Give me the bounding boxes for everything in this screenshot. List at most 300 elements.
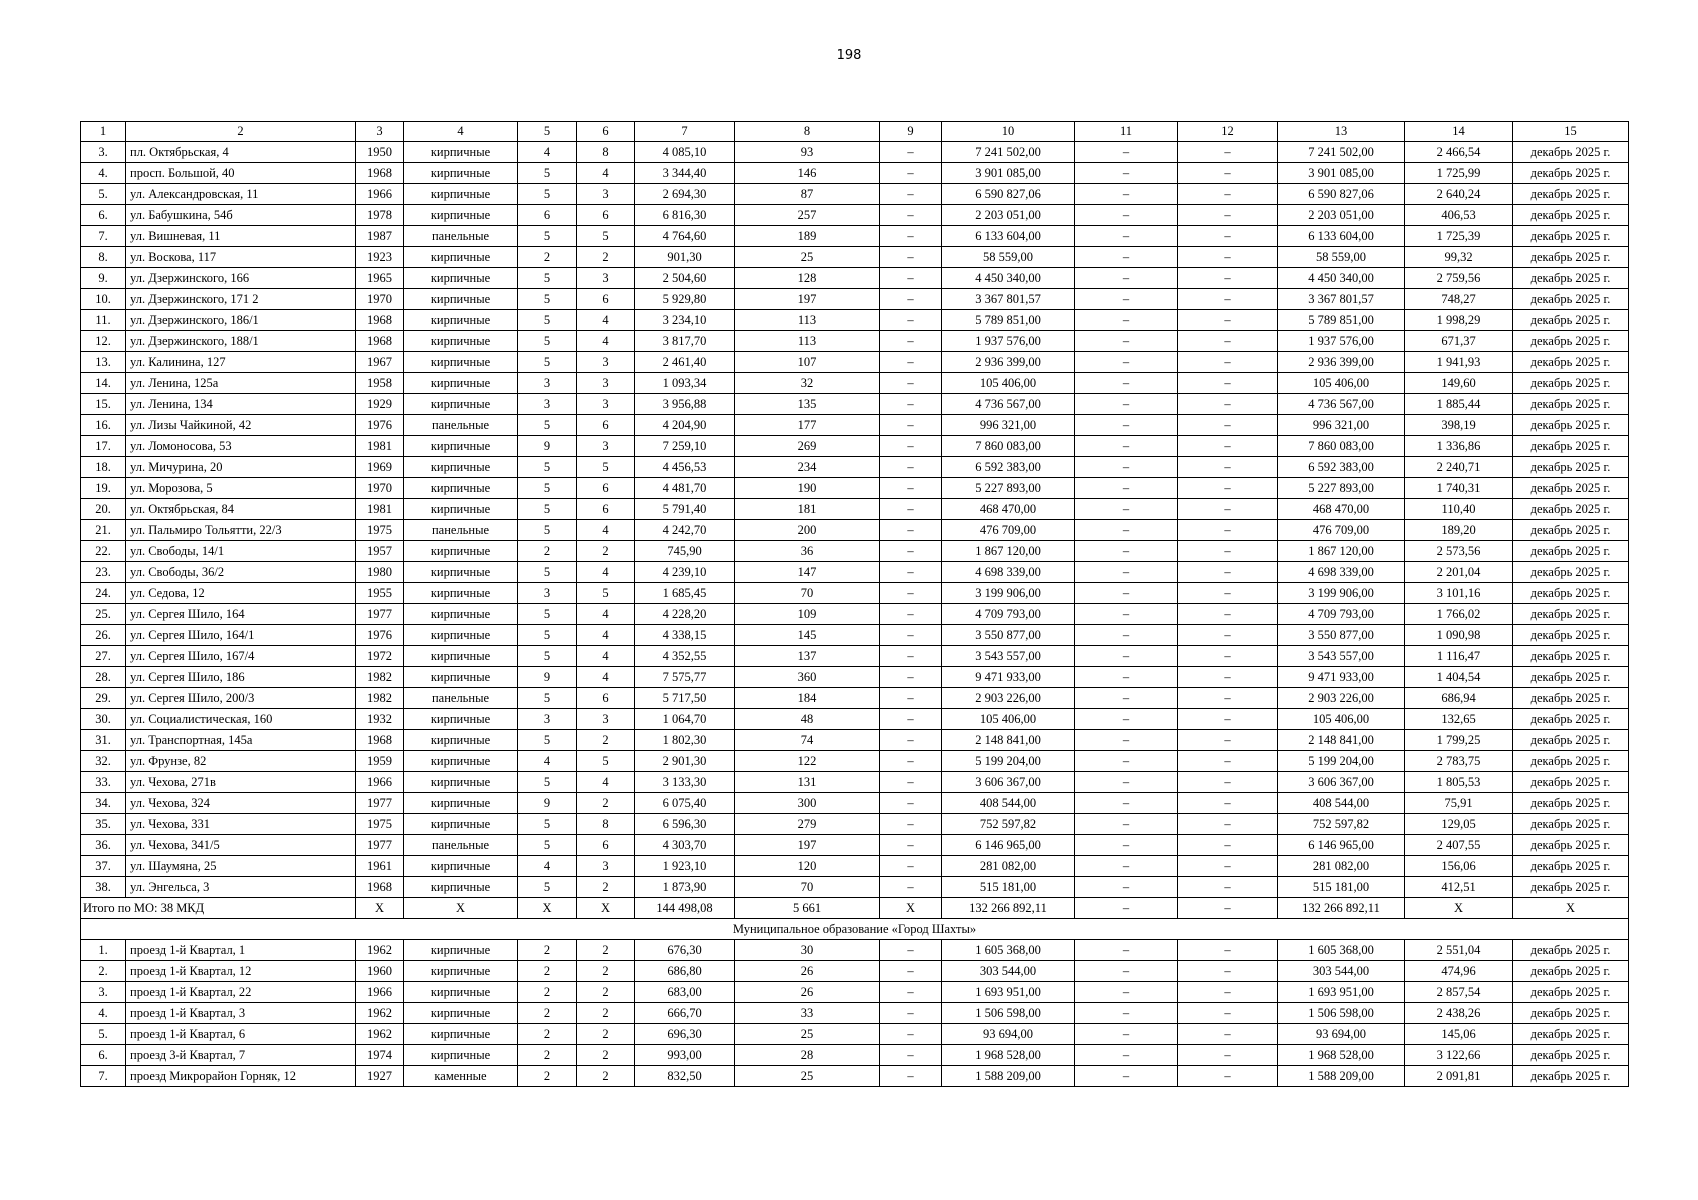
table-cell: 2 bbox=[577, 940, 635, 961]
table-cell: 75,91 bbox=[1405, 793, 1513, 814]
table-cell: каменные bbox=[404, 1066, 518, 1087]
table-cell: 6. bbox=[81, 205, 126, 226]
table-cell: 6 bbox=[577, 415, 635, 436]
table-cell: 5 227 893,00 bbox=[942, 478, 1075, 499]
address-cell: ул. Сергея Шило, 167/4 bbox=[126, 646, 356, 667]
table-cell: – bbox=[880, 163, 942, 184]
table-cell: – bbox=[1178, 520, 1278, 541]
table-cell: 2 bbox=[518, 1003, 577, 1024]
table-cell: 1 867 120,00 bbox=[942, 541, 1075, 562]
table-cell: 474,96 bbox=[1405, 961, 1513, 982]
table-cell: – bbox=[1178, 793, 1278, 814]
table-cell: – bbox=[880, 541, 942, 562]
address-cell: ул. Октябрьская, 84 bbox=[126, 499, 356, 520]
table-cell: 5 bbox=[518, 352, 577, 373]
table-cell: декабрь 2025 г. bbox=[1513, 646, 1629, 667]
table-cell: 28 bbox=[735, 1045, 880, 1066]
table-cell: 3 bbox=[518, 373, 577, 394]
table-cell: 2 091,81 bbox=[1405, 1066, 1513, 1087]
table-cell: кирпичные bbox=[404, 541, 518, 562]
table-cell: 2 783,75 bbox=[1405, 751, 1513, 772]
table-cell: 21. bbox=[81, 520, 126, 541]
table-cell: – bbox=[880, 982, 942, 1003]
table-cell: 2 bbox=[577, 1066, 635, 1087]
table-cell: – bbox=[1178, 814, 1278, 835]
table-cell: 8 bbox=[577, 142, 635, 163]
table-cell: 2 bbox=[577, 247, 635, 268]
table-cell: 4 764,60 bbox=[635, 226, 735, 247]
table-cell: – bbox=[1075, 562, 1178, 583]
table-cell: – bbox=[880, 394, 942, 415]
table-cell: 19. bbox=[81, 478, 126, 499]
table-cell: 748,27 bbox=[1405, 289, 1513, 310]
table-cell: 1966 bbox=[356, 982, 404, 1003]
table-cell: 303 544,00 bbox=[1278, 961, 1405, 982]
table-row bbox=[81, 205, 1629, 226]
table-cell: – bbox=[1075, 457, 1178, 478]
table-cell: – bbox=[1075, 247, 1178, 268]
table-cell: кирпичные bbox=[404, 331, 518, 352]
table-cell: 3 606 367,00 bbox=[942, 772, 1075, 793]
address-cell: ул. Чехова, 341/5 bbox=[126, 835, 356, 856]
table-cell: 1 090,98 bbox=[1405, 625, 1513, 646]
table-cell: 5 bbox=[577, 226, 635, 247]
table-cell: 832,50 bbox=[635, 1066, 735, 1087]
column-header: 8 bbox=[735, 122, 880, 142]
table-cell: 6 592 383,00 bbox=[1278, 457, 1405, 478]
table-cell: декабрь 2025 г. bbox=[1513, 436, 1629, 457]
table-cell: 37. bbox=[81, 856, 126, 877]
table-cell: – bbox=[1178, 268, 1278, 289]
table-cell: 32 bbox=[735, 373, 880, 394]
table-cell: 3 367 801,57 bbox=[942, 289, 1075, 310]
table-cell: 1965 bbox=[356, 268, 404, 289]
table-cell: – bbox=[1075, 982, 1178, 1003]
table-cell: 2 461,40 bbox=[635, 352, 735, 373]
total-cell: 144 498,08 bbox=[635, 898, 735, 919]
table-cell: 5 717,50 bbox=[635, 688, 735, 709]
table-cell: 99,32 bbox=[1405, 247, 1513, 268]
table-cell: кирпичные bbox=[404, 751, 518, 772]
table-cell: декабрь 2025 г. bbox=[1513, 184, 1629, 205]
table-cell: – bbox=[1178, 961, 1278, 982]
table-cell: 2 148 841,00 bbox=[1278, 730, 1405, 751]
table-cell: – bbox=[1178, 1003, 1278, 1024]
table-cell: 105 406,00 bbox=[942, 709, 1075, 730]
table-cell: 996 321,00 bbox=[1278, 415, 1405, 436]
table-cell: – bbox=[1178, 205, 1278, 226]
table-cell: 3 817,70 bbox=[635, 331, 735, 352]
table-cell: декабрь 2025 г. bbox=[1513, 1024, 1629, 1045]
table-cell: 996 321,00 bbox=[942, 415, 1075, 436]
table-cell: 1962 bbox=[356, 1003, 404, 1024]
table-cell: 4. bbox=[81, 1003, 126, 1024]
table-cell: 181 bbox=[735, 499, 880, 520]
table-cell: – bbox=[880, 352, 942, 373]
table-cell: 6 bbox=[518, 205, 577, 226]
table-cell: 408 544,00 bbox=[1278, 793, 1405, 814]
table-cell: – bbox=[1178, 499, 1278, 520]
table-cell: – bbox=[880, 1045, 942, 1066]
address-cell: ул. Сергея Шило, 164 bbox=[126, 604, 356, 625]
table-cell: – bbox=[1075, 289, 1178, 310]
table-row bbox=[81, 415, 1629, 436]
table-cell: 2 694,30 bbox=[635, 184, 735, 205]
table-cell: 11. bbox=[81, 310, 126, 331]
table-cell: 4 736 567,00 bbox=[1278, 394, 1405, 415]
address-cell: ул. Сергея Шило, 200/3 bbox=[126, 688, 356, 709]
section-row bbox=[81, 919, 1629, 940]
table-cell: 2 857,54 bbox=[1405, 982, 1513, 1003]
table-cell: – bbox=[1075, 499, 1178, 520]
table-cell: 5 227 893,00 bbox=[1278, 478, 1405, 499]
table-row bbox=[81, 163, 1629, 184]
table-cell: – bbox=[880, 1024, 942, 1045]
table-cell: 3 bbox=[577, 184, 635, 205]
table-cell: декабрь 2025 г. bbox=[1513, 856, 1629, 877]
table-row bbox=[81, 583, 1629, 604]
table-cell: – bbox=[1178, 877, 1278, 898]
table-row bbox=[81, 772, 1629, 793]
table-cell: 1927 bbox=[356, 1066, 404, 1087]
table-cell: 5 bbox=[518, 520, 577, 541]
table-cell: 3 550 877,00 bbox=[1278, 625, 1405, 646]
table-cell: 1 885,44 bbox=[1405, 394, 1513, 415]
address-cell: проезд Микрорайон Горняк, 12 bbox=[126, 1066, 356, 1087]
table-cell: 6 816,30 bbox=[635, 205, 735, 226]
table-cell: 3 543 557,00 bbox=[1278, 646, 1405, 667]
table-cell: 1 799,25 bbox=[1405, 730, 1513, 751]
table-cell: 2 bbox=[577, 1024, 635, 1045]
total-cell: 5 661 bbox=[735, 898, 880, 919]
table-cell: кирпичные bbox=[404, 184, 518, 205]
table-cell: – bbox=[1075, 478, 1178, 499]
table-cell: – bbox=[880, 562, 942, 583]
address-cell: ул. Сергея Шило, 186 bbox=[126, 667, 356, 688]
table-cell: кирпичные bbox=[404, 625, 518, 646]
table-cell: – bbox=[1075, 352, 1178, 373]
table-cell: 197 bbox=[735, 289, 880, 310]
table-cell: 30 bbox=[735, 940, 880, 961]
table-cell: 666,70 bbox=[635, 1003, 735, 1024]
table-cell: 4 bbox=[577, 520, 635, 541]
table-cell: 1929 bbox=[356, 394, 404, 415]
table-cell: 4 709 793,00 bbox=[942, 604, 1075, 625]
table-cell: 6. bbox=[81, 1045, 126, 1066]
table-cell: 468 470,00 bbox=[942, 499, 1075, 520]
table-cell: 2 148 841,00 bbox=[942, 730, 1075, 751]
table-cell: 1 725,99 bbox=[1405, 163, 1513, 184]
table-cell: – bbox=[880, 457, 942, 478]
table-cell: кирпичные bbox=[404, 982, 518, 1003]
address-cell: ул. Калинина, 127 bbox=[126, 352, 356, 373]
table-cell: 1 506 598,00 bbox=[942, 1003, 1075, 1024]
table-cell: 5 bbox=[518, 415, 577, 436]
table-cell: 4 bbox=[518, 142, 577, 163]
table-cell: 1978 bbox=[356, 205, 404, 226]
table-row bbox=[81, 436, 1629, 457]
table-cell: 190 bbox=[735, 478, 880, 499]
table-cell: – bbox=[1178, 646, 1278, 667]
table-cell: 93 694,00 bbox=[1278, 1024, 1405, 1045]
table-cell: 4 bbox=[577, 604, 635, 625]
table-cell: 300 bbox=[735, 793, 880, 814]
table-cell: – bbox=[880, 226, 942, 247]
address-cell: просп. Большой, 40 bbox=[126, 163, 356, 184]
table-cell: 4 228,20 bbox=[635, 604, 735, 625]
table-cell: 1982 bbox=[356, 688, 404, 709]
table-cell: 1977 bbox=[356, 835, 404, 856]
table-cell: декабрь 2025 г. bbox=[1513, 688, 1629, 709]
table-cell: – bbox=[1178, 709, 1278, 730]
table-cell: 1 693 951,00 bbox=[1278, 982, 1405, 1003]
table-row bbox=[81, 730, 1629, 751]
table-cell: – bbox=[880, 436, 942, 457]
table-cell: – bbox=[880, 415, 942, 436]
table-cell: кирпичные bbox=[404, 394, 518, 415]
table-row bbox=[81, 373, 1629, 394]
table-cell: 1972 bbox=[356, 646, 404, 667]
address-cell: проезд 1-й Квартал, 22 bbox=[126, 982, 356, 1003]
table-cell: 70 bbox=[735, 877, 880, 898]
table-row bbox=[81, 226, 1629, 247]
table-cell: – bbox=[880, 499, 942, 520]
table-cell: 1923 bbox=[356, 247, 404, 268]
table-cell: 1987 bbox=[356, 226, 404, 247]
total-cell: X bbox=[356, 898, 404, 919]
table-cell: 87 bbox=[735, 184, 880, 205]
table-cell: 1980 bbox=[356, 562, 404, 583]
table-row bbox=[81, 814, 1629, 835]
table-cell: 2 bbox=[518, 541, 577, 562]
table-cell: 4 bbox=[577, 163, 635, 184]
table-cell: 2 901,30 bbox=[635, 751, 735, 772]
table-cell: 1968 bbox=[356, 163, 404, 184]
table-cell: 93 bbox=[735, 142, 880, 163]
table-cell: – bbox=[880, 247, 942, 268]
table-cell: 683,00 bbox=[635, 982, 735, 1003]
table-cell: 5. bbox=[81, 1024, 126, 1045]
table-cell: кирпичные bbox=[404, 289, 518, 310]
table-cell: 6 bbox=[577, 205, 635, 226]
table-row bbox=[81, 688, 1629, 709]
total-cell: X bbox=[1405, 898, 1513, 919]
table-cell: – bbox=[1075, 751, 1178, 772]
address-cell: проезд 1-й Квартал, 12 bbox=[126, 961, 356, 982]
table-row bbox=[81, 142, 1629, 163]
table-cell: – bbox=[880, 1003, 942, 1024]
table-cell: 5 bbox=[577, 457, 635, 478]
table-cell: 1 506 598,00 bbox=[1278, 1003, 1405, 1024]
table-cell: 12. bbox=[81, 331, 126, 352]
table-cell: 5. bbox=[81, 184, 126, 205]
table-cell: 412,51 bbox=[1405, 877, 1513, 898]
table-cell: кирпичные bbox=[404, 961, 518, 982]
table-cell: декабрь 2025 г. bbox=[1513, 877, 1629, 898]
table-row bbox=[81, 352, 1629, 373]
table-row bbox=[81, 940, 1629, 961]
column-header: 6 bbox=[577, 122, 635, 142]
address-cell: ул. Шаумяна, 25 bbox=[126, 856, 356, 877]
column-header: 11 bbox=[1075, 122, 1178, 142]
table-cell: 696,30 bbox=[635, 1024, 735, 1045]
table-row bbox=[81, 289, 1629, 310]
table-cell: – bbox=[1178, 415, 1278, 436]
column-header: 13 bbox=[1278, 122, 1405, 142]
column-header: 4 bbox=[404, 122, 518, 142]
table-cell: 1 693 951,00 bbox=[942, 982, 1075, 1003]
table-cell: 6 bbox=[577, 478, 635, 499]
column-header: 12 bbox=[1178, 122, 1278, 142]
table-cell: кирпичные bbox=[404, 247, 518, 268]
table-cell: 129,05 bbox=[1405, 814, 1513, 835]
table-cell: – bbox=[1178, 310, 1278, 331]
table-cell: 2 240,71 bbox=[1405, 457, 1513, 478]
table-cell: 8. bbox=[81, 247, 126, 268]
table-cell: 32. bbox=[81, 751, 126, 772]
table-cell: 3 bbox=[577, 709, 635, 730]
table-cell: – bbox=[1178, 457, 1278, 478]
table-cell: 26 bbox=[735, 961, 880, 982]
table-cell: 1982 bbox=[356, 667, 404, 688]
table-cell: декабрь 2025 г. bbox=[1513, 541, 1629, 562]
table-cell: 6 bbox=[577, 835, 635, 856]
table-cell: 3 bbox=[577, 268, 635, 289]
table-cell: – bbox=[1178, 835, 1278, 856]
table-cell: кирпичные bbox=[404, 730, 518, 751]
table-cell: декабрь 2025 г. bbox=[1513, 478, 1629, 499]
table-cell: – bbox=[1075, 835, 1178, 856]
table-cell: кирпичные bbox=[404, 436, 518, 457]
table-cell: 1962 bbox=[356, 940, 404, 961]
table-cell: 1 805,53 bbox=[1405, 772, 1513, 793]
table-cell: 48 bbox=[735, 709, 880, 730]
table-cell: – bbox=[880, 646, 942, 667]
table-row bbox=[81, 310, 1629, 331]
table-cell: 70 bbox=[735, 583, 880, 604]
table-cell: 2 203 051,00 bbox=[942, 205, 1075, 226]
table-cell: 1932 bbox=[356, 709, 404, 730]
table-cell: – bbox=[1075, 436, 1178, 457]
table-cell: 1 605 368,00 bbox=[942, 940, 1075, 961]
table-cell: – bbox=[1075, 1045, 1178, 1066]
table-cell: 5 bbox=[518, 877, 577, 898]
table-cell: 1 588 209,00 bbox=[1278, 1066, 1405, 1087]
address-cell: ул. Социалистическая, 160 bbox=[126, 709, 356, 730]
table-cell: 2 bbox=[518, 247, 577, 268]
table-cell: 2 640,24 bbox=[1405, 184, 1513, 205]
table-cell: 14. bbox=[81, 373, 126, 394]
column-header: 9 bbox=[880, 122, 942, 142]
address-cell: ул. Чехова, 331 bbox=[126, 814, 356, 835]
table-cell: 1968 bbox=[356, 730, 404, 751]
table-cell: – bbox=[1075, 856, 1178, 877]
table-cell: 3 bbox=[577, 352, 635, 373]
table-cell: – bbox=[1075, 793, 1178, 814]
table-cell: – bbox=[1178, 541, 1278, 562]
table-cell: 752 597,82 bbox=[1278, 814, 1405, 835]
table-cell: кирпичные bbox=[404, 814, 518, 835]
table-cell: панельные bbox=[404, 520, 518, 541]
table-cell: декабрь 2025 г. bbox=[1513, 142, 1629, 163]
table-cell: 3 199 906,00 bbox=[1278, 583, 1405, 604]
table-cell: 33. bbox=[81, 772, 126, 793]
table-cell: – bbox=[1178, 604, 1278, 625]
column-header: 14 bbox=[1405, 122, 1513, 142]
table-cell: 2 bbox=[518, 961, 577, 982]
column-header: 3 bbox=[356, 122, 404, 142]
table-cell: декабрь 2025 г. bbox=[1513, 394, 1629, 415]
table-cell: 1 740,31 bbox=[1405, 478, 1513, 499]
table-cell: декабрь 2025 г. bbox=[1513, 814, 1629, 835]
table-cell: кирпичные bbox=[404, 268, 518, 289]
table-cell: 476 709,00 bbox=[1278, 520, 1405, 541]
table-cell: 1961 bbox=[356, 856, 404, 877]
table-cell: 2 bbox=[577, 1003, 635, 1024]
table-cell: 6 146 965,00 bbox=[942, 835, 1075, 856]
address-cell: ул. Вишневая, 11 bbox=[126, 226, 356, 247]
total-cell: – bbox=[1178, 898, 1278, 919]
table-cell: 1970 bbox=[356, 289, 404, 310]
table-cell: – bbox=[1075, 1024, 1178, 1045]
table-row bbox=[81, 478, 1629, 499]
table-cell: кирпичные bbox=[404, 877, 518, 898]
table-cell: 6 592 383,00 bbox=[942, 457, 1075, 478]
address-cell: ул. Свободы, 36/2 bbox=[126, 562, 356, 583]
table-cell: 406,53 bbox=[1405, 205, 1513, 226]
table-cell: 1975 bbox=[356, 814, 404, 835]
table-cell: 6 596,30 bbox=[635, 814, 735, 835]
table-cell: 6 590 827,06 bbox=[1278, 184, 1405, 205]
table-cell: декабрь 2025 г. bbox=[1513, 247, 1629, 268]
table-cell: декабрь 2025 г. bbox=[1513, 310, 1629, 331]
table-cell: – bbox=[1178, 331, 1278, 352]
table-cell: 4 bbox=[577, 667, 635, 688]
table-cell: – bbox=[1178, 730, 1278, 751]
table-cell: 1 968 528,00 bbox=[942, 1045, 1075, 1066]
table-cell: 901,30 bbox=[635, 247, 735, 268]
table-cell: 1968 bbox=[356, 310, 404, 331]
address-cell: ул. Воскова, 117 bbox=[126, 247, 356, 268]
address-cell: проезд 3-й Квартал, 7 bbox=[126, 1045, 356, 1066]
table-row bbox=[81, 184, 1629, 205]
table-row bbox=[81, 1045, 1629, 1066]
table-cell: панельные bbox=[404, 415, 518, 436]
table-row bbox=[81, 394, 1629, 415]
table-cell: – bbox=[1075, 268, 1178, 289]
table-cell: 398,19 bbox=[1405, 415, 1513, 436]
table-row bbox=[81, 856, 1629, 877]
table-cell: 4 bbox=[518, 751, 577, 772]
address-cell: ул. Ленина, 125а bbox=[126, 373, 356, 394]
table-cell: 1 725,39 bbox=[1405, 226, 1513, 247]
table-cell: 1 404,54 bbox=[1405, 667, 1513, 688]
table-cell: 120 bbox=[735, 856, 880, 877]
address-cell: ул. Чехова, 324 bbox=[126, 793, 356, 814]
table-cell: 9. bbox=[81, 268, 126, 289]
table-cell: 3 101,16 bbox=[1405, 583, 1513, 604]
table-cell: – bbox=[880, 625, 942, 646]
table-cell: 25 bbox=[735, 247, 880, 268]
table-cell: 303 544,00 bbox=[942, 961, 1075, 982]
table-cell: – bbox=[1178, 856, 1278, 877]
table-row bbox=[81, 1024, 1629, 1045]
table-cell: 1962 bbox=[356, 1024, 404, 1045]
column-number-row bbox=[81, 122, 1629, 142]
address-cell: ул. Александровская, 11 bbox=[126, 184, 356, 205]
table-cell: 5 bbox=[518, 268, 577, 289]
table-cell: 2 936 399,00 bbox=[942, 352, 1075, 373]
